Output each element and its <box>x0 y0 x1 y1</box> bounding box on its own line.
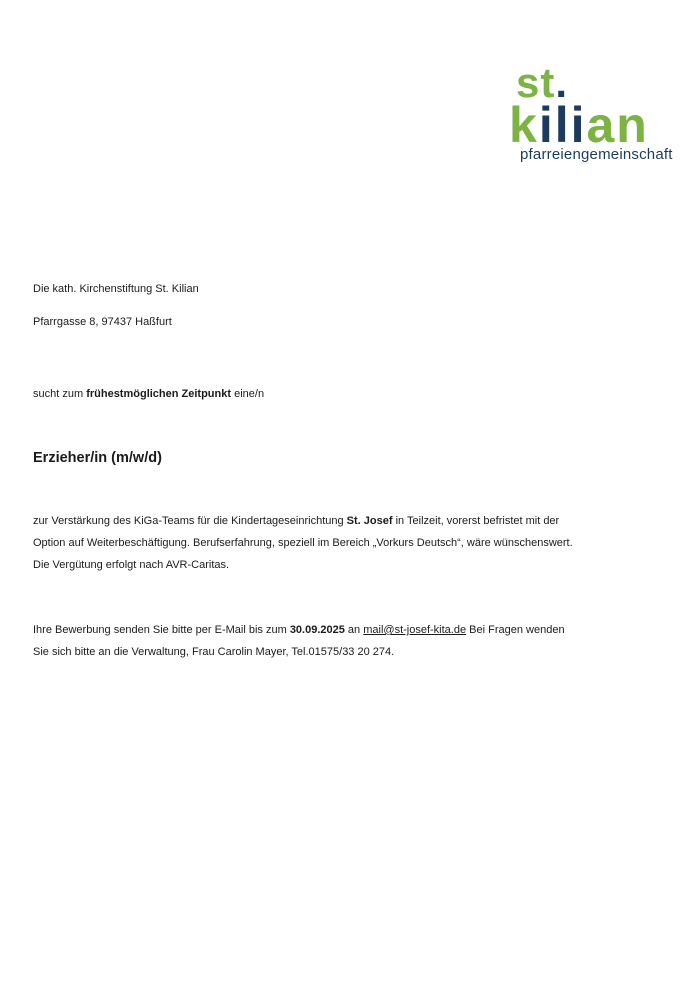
application-paragraph <box>33 619 565 663</box>
job-description-line-3: Die Vergütung erfolgt nach AVR-Caritas. <box>33 559 230 571</box>
desc-line1-bold: St. Josef <box>346 515 393 527</box>
logo-kilian-ili: ili <box>538 97 587 153</box>
intro-post: eine/n <box>231 388 265 400</box>
application-deadline: 30.09.2025 <box>289 624 345 636</box>
logo-kilian-k: k <box>509 97 539 153</box>
desc-line1-pre: zur Verstärkung des KiGa-Teams für die Kindertageseinrichtung <box>33 515 347 527</box>
intro-bold: frühestmöglichen Zeitpunkt <box>86 388 232 400</box>
email-link[interactable]: mail@st-josef-kita.de <box>363 624 467 636</box>
job-description-line-2: Option auf Weiterbeschäftigung. Berufserfahrung, speziell im Bereich „Vorkurs Deutsch“, wäre wünschenswert. <box>33 537 573 549</box>
address-line-2: Pfarrgasse 8, 97437 Haßfurt <box>33 316 172 328</box>
logo-subtitle: pfarreiengemeinschaft <box>520 146 673 163</box>
job-description-line-1 <box>33 510 573 532</box>
application-line-2: Sie sich bitte an die Verwaltung, Frau Carolin Mayer, Tel.01575/33 20 274. <box>33 646 395 658</box>
application-line1-pre: Ihre Bewerbung senden Sie bitte per E-Mail bis zum <box>33 624 290 636</box>
logo-kilian-an: an <box>586 97 649 153</box>
address-line-1: Die kath. Kirchenstiftung St. Kilian <box>33 283 199 295</box>
application-line1-post: Bei Fragen wenden <box>466 624 565 636</box>
intro-line <box>33 383 264 405</box>
job-description-paragraph <box>33 510 573 576</box>
logo-line-kilian <box>509 97 649 153</box>
desc-line1-post: in Teilzeit, vorerst befristet mit der <box>392 515 560 527</box>
logo-st-text: st <box>516 59 556 106</box>
logo-st-dot: . <box>555 59 569 106</box>
job-title: Erzieher/in (m/w/d) <box>33 450 162 466</box>
intro-pre: sucht zum <box>33 388 87 400</box>
application-line1-mid: an <box>344 624 364 636</box>
application-line-1 <box>33 619 565 641</box>
